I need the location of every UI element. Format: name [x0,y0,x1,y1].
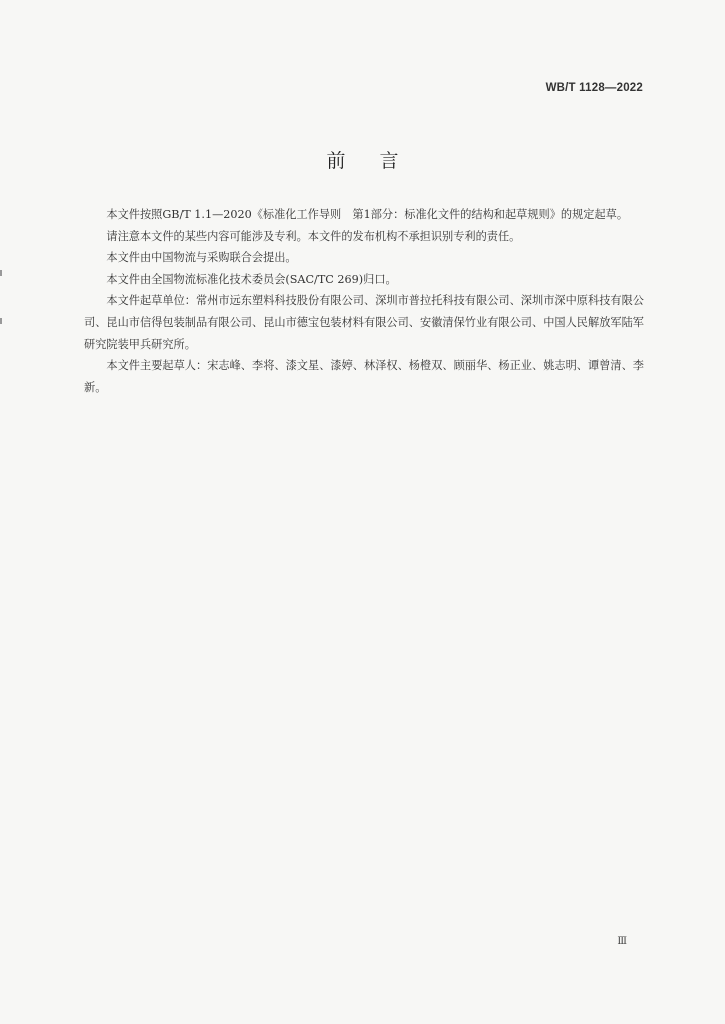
paragraph-drafters: 本文件主要起草人：宋志峰、李将、漆文星、漆婷、林泽权、杨橙双、顾丽华、杨正业、姚志明、谭曾清、李新。 [84,359,644,394]
page-title: 前言 [326,150,433,172]
document-code: WB/T 1128—2022 [545,82,643,94]
paragraph-drafting-rules: 本文件按照GB/T 1.1—2020《标准化工作导则 第1部分：标准化文件的结构和起草规则》的规定起草。 [106,208,629,221]
page-number: Ⅲ [617,936,627,947]
paragraph-patent-notice: 请注意本文件的某些内容可能涉及专利。本文件的发布机构不承担识别专利的责任。 [106,229,521,243]
scan-artifact [0,270,2,276]
scan-artifact [0,318,2,324]
paragraph-drafting-organizations: 本文件起草单位：常州市远东塑料科技股份有限公司、深圳市普拉托科技有限公司、深圳市深中原科技有限公司、昆山市信得包装制品有限公司、昆山市德宝包装材料有限公司、安徽清保竹业有限公司、中国人民解放军陆军研究院装甲兵研究所。 [84,294,644,351]
paragraph-technical-committee: 本文件由全国物流标准化技术委员会(SAC/TC 269)归口。 [106,272,397,286]
foreword-body [84,204,644,398]
paragraph-proposer: 本文件由中国物流与采购联合会提出。 [106,251,297,265]
